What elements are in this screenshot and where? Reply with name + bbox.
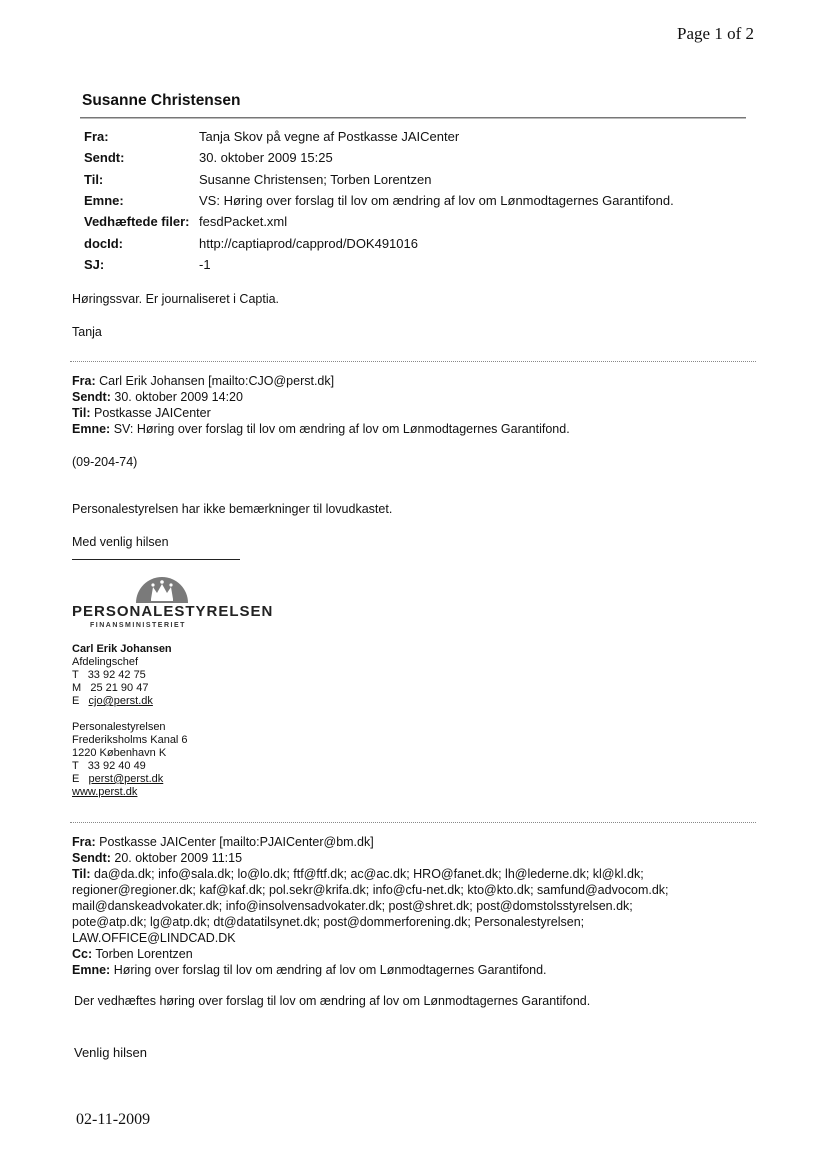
message1-from: Fra: Carl Erik Johansen [mailto:CJO@perst.dk] xyxy=(72,374,335,388)
message2-sent: Sendt: 20. oktober 2009 11:15 xyxy=(72,851,243,865)
heading-divider xyxy=(80,117,746,119)
message1-greeting: Med venlig hilsen xyxy=(72,535,169,549)
header-attachments-value[interactable]: fesdPacket.xml xyxy=(199,214,288,229)
header-from-label: Fra: xyxy=(84,129,109,144)
message2-to-line-3: mail@danskeadvokater.dk; info@insolvensadvokater.dk; post@shret.dk; post@domstolsstyrelsen.dk; xyxy=(72,899,633,913)
message2-to-line-2: regioner@regioner.dk; kaf@kaf.dk; pol.sekr@krifa.dk; info@cfu-net.dk; kto@kto.dk; samfund@advocom.dk; xyxy=(72,883,669,897)
message2-body: Der vedhæftes høring over forslag til lov om ændring af lov om Lønmodtagernes Garantifond. xyxy=(74,994,591,1008)
header-docid-label: docId: xyxy=(84,236,123,251)
signature-phone: T 33 92 42 75 xyxy=(72,669,146,681)
header-to-value: Susanne Christensen; Torben Lorentzen xyxy=(199,172,432,187)
signature-org-email-link[interactable]: perst@perst.dk xyxy=(88,773,164,785)
header-subject-label: Emne: xyxy=(84,193,124,208)
message2-to-line-4: pote@atp.dk; lg@atp.dk; dt@datatilsynet.dk; post@dommerforening.dk; Personalestyrelsen; xyxy=(72,915,585,929)
signature-name: Carl Erik Johansen xyxy=(72,643,172,655)
message2-to-line-5: LAW.OFFICE@LINDCAD.DK xyxy=(72,931,236,945)
signature-mobile: M 25 21 90 47 xyxy=(72,682,149,694)
signature-city: 1220 København K xyxy=(72,747,167,759)
logo-name: PERSONALESTYRELSEN xyxy=(72,603,274,620)
signature-title: Afdelingschef xyxy=(72,656,139,668)
header-attachments-label: Vedhæftede filer: xyxy=(84,214,190,229)
message1-reference: (09-204-74) xyxy=(72,455,138,469)
signature-line xyxy=(72,559,240,560)
footer-date: 02-11-2009 xyxy=(76,1111,151,1128)
message1-sent: Sendt: 30. oktober 2009 14:20 xyxy=(72,390,243,404)
intro-signoff: Tanja xyxy=(72,325,102,339)
signature-org: Personalestyrelsen xyxy=(72,721,166,733)
header-sent-label: Sendt: xyxy=(84,150,125,165)
page-number: Page 1 of 2 xyxy=(677,24,754,43)
recipient-heading: Susanne Christensen xyxy=(82,92,241,109)
header-from-value: Tanja Skov på vegne af Postkasse JAICenter xyxy=(199,129,460,144)
crown-logo-icon xyxy=(134,573,190,603)
message2-subject: Emne: Høring over forslag til lov om ændring af lov om Lønmodtagernes Garantifond. xyxy=(72,963,547,977)
message1-subject: Emne: SV: Høring over forslag til lov om ændring af lov om Lønmodtagernes Garantifond. xyxy=(72,422,570,436)
message2-cc: Cc: Torben Lorentzen xyxy=(72,947,193,961)
signature-org-phone: T 33 92 40 49 xyxy=(72,760,146,772)
header-sj-value: -1 xyxy=(199,257,211,272)
intro-text: Høringssvar. Er journaliseret i Captia. xyxy=(72,292,280,306)
message-divider-2 xyxy=(70,822,756,823)
header-sj-label: SJ: xyxy=(84,257,105,272)
signature-website-link[interactable]: www.perst.dk xyxy=(72,786,138,798)
logo-subtitle: FINANSMINISTERIET xyxy=(90,622,186,629)
header-sent-value: 30. oktober 2009 15:25 xyxy=(199,150,333,165)
header-docid-value[interactable]: http://captiaprod/capprod/DOK491016 xyxy=(199,236,418,251)
message-divider xyxy=(70,361,756,362)
message2-greeting: Venlig hilsen xyxy=(74,1045,147,1060)
signature-email-row: E cjo@perst.dk xyxy=(72,695,153,707)
header-subject-value: VS: Høring over forslag til lov om ændring af lov om Lønmodtagernes Garantifond. xyxy=(199,193,674,208)
message2-to-line-1: Til: da@da.dk; info@sala.dk; lo@lo.dk; ftf@ftf.dk; ac@ac.dk; HRO@fanet.dk; lh@lederne.dk; kl@kl.dk; xyxy=(72,867,644,881)
signature-email-link[interactable]: cjo@perst.dk xyxy=(88,695,153,707)
message1-to: Til: Postkasse JAICenter xyxy=(72,406,211,420)
message2-from: Fra: Postkasse JAICenter [mailto:PJAICenter@bm.dk] xyxy=(72,835,374,849)
signature-street: Frederiksholms Kanal 6 xyxy=(72,734,188,746)
signature-org-email-row: E perst@perst.dk xyxy=(72,773,164,785)
header-to-label: Til: xyxy=(84,172,104,187)
message1-body: Personalestyrelsen har ikke bemærkninger til lovudkastet. xyxy=(72,502,393,516)
